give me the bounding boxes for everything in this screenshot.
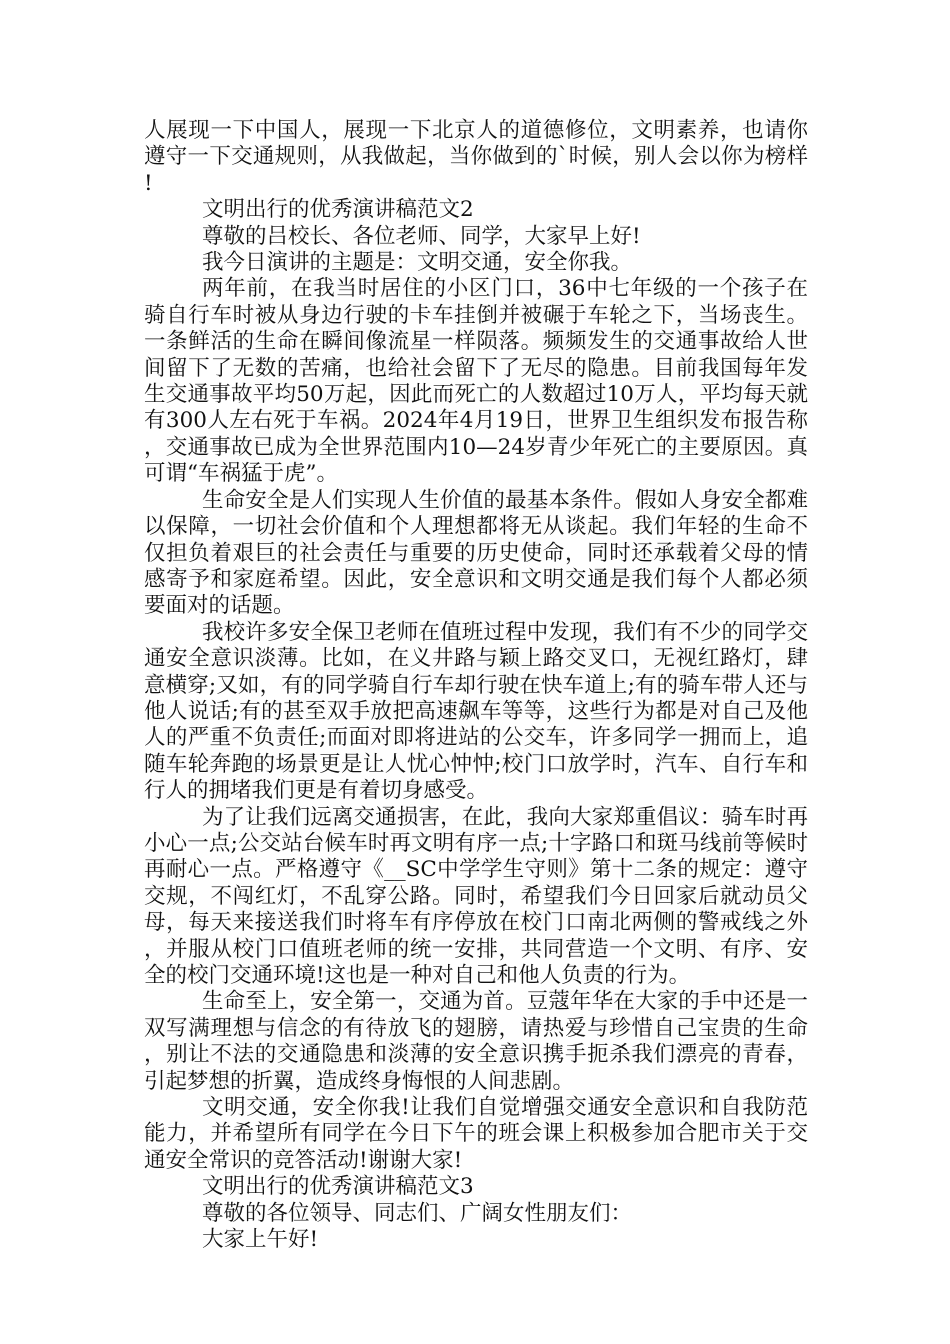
section-heading-3: 文明出行的优秀演讲稿范文3 xyxy=(202,1174,474,1200)
body-paragraph-life-first: 生命至上，安全第一，交通为首。豆蔻年华在大家的手中还是一双写满理想与信念的有待放飞的翅膀，请热爱与珍惜自己宝贵的生命，别让不法的交通隐患和淡薄的安全意识携手扼杀我们漂亮的青春，引起梦想的折翼，造成终身悔恨的人间悲剧。 xyxy=(144,989,808,1094)
section-heading-2: 文明出行的优秀演讲稿范文2 xyxy=(202,197,474,223)
greeting-paragraph: 大家上午好! xyxy=(202,1227,319,1253)
body-paragraph-proposal: 为了让我们远离交通损害，在此，我向大家郑重倡议：骑车时再小心一点;公交站台候车时再文明有序一点;十字路口和斑马线前等候时再耐心一点。严格遵守《__SC中学学生守则》第十二条的规定：遵守交规，不闯红灯，不乱穿公路。同时，希望我们今日回家后就动员父母，每天来接送我们时将车有序停放在校门口南北两侧的警戒线之外，并服从校门口值班老师的统一安排，共同营造一个文明、有序、安全的校门交通环境!这也是一种对自己和他人负责的行为。 xyxy=(144,804,808,988)
salutation-paragraph: 尊敬的吕校长、各位老师、同学，大家早上好! xyxy=(202,223,641,249)
closing-paragraph: 文明交通，安全你我!让我们自觉增强交通安全意识和自我防范能力，并希望所有同学在今日下午的班会课上积极参加合肥市关于交通安全常识的竞答活动!谢谢大家! xyxy=(144,1095,808,1173)
body-paragraph-accident: 两年前，在我当时居住的小区门口，36中七年级的一个孩子在骑自行车时被从身边行驶的卡车挂倒并被碾于车轮之下，当场丧生。一条鲜活的生命在瞬间像流星一样陨落。频频发生的交通事故给人世间留下了无数的苦痛，也给社会留下了无尽的隐患。目前我国每年发生交通事故平均50万起，因此而死亡的人数超过10万人，平均每天就有300人左右死于车祸。2024年4月19日，世界卫生组织发布报告称，交通事故已成为全世界范围内10—24岁青少年死亡的主要原因。真可谓“车祸猛于虎”。 xyxy=(144,276,808,487)
document-page xyxy=(144,118,808,1253)
body-paragraph-safety: 生命安全是人们实现人生价值的最基本条件。假如人身安全都难以保障，一切社会价值和个人理想都将无从谈起。我们年轻的生命不仅担负着艰巨的社会责任与重要的历史使命，同时还承载着父母的情感寄予和家庭希望。因此，安全意识和文明交通是我们每个人都必须要面对的话题。 xyxy=(144,487,808,619)
salutation-paragraph-3: 尊敬的各位领导、同志们、广阔女性朋友们： xyxy=(202,1200,633,1226)
paragraph-continuation: 人展现一下中国人，展现一下北京人的道德修位，文明素养，也请你遵守一下交通规则，从我做起，当你做到的`时候，别人会以你为榜样! xyxy=(144,118,808,196)
theme-paragraph: 我今日演讲的主题是：文明交通，安全你我。 xyxy=(202,250,633,276)
body-paragraph-observations: 我校许多安全保卫老师在值班过程中发现，我们有不少的同学交通安全意识淡薄。比如，在义井路与颖上路交叉口，无视红路灯，肆意横穿;又如，有的同学骑自行车却行驶在快车道上;有的骑车带人还与他人说话;有的甚至双手放把高速飙车等等，这些行为都是对自己及他人的严重不负责任;而面对即将进站的公交车，许多同学一拥而上，追随车轮奔跑的场景更是让人忧心忡忡;校门口放学时，汽车、自行车和行人的拥堵我们更是有着切身感受。 xyxy=(144,619,808,804)
